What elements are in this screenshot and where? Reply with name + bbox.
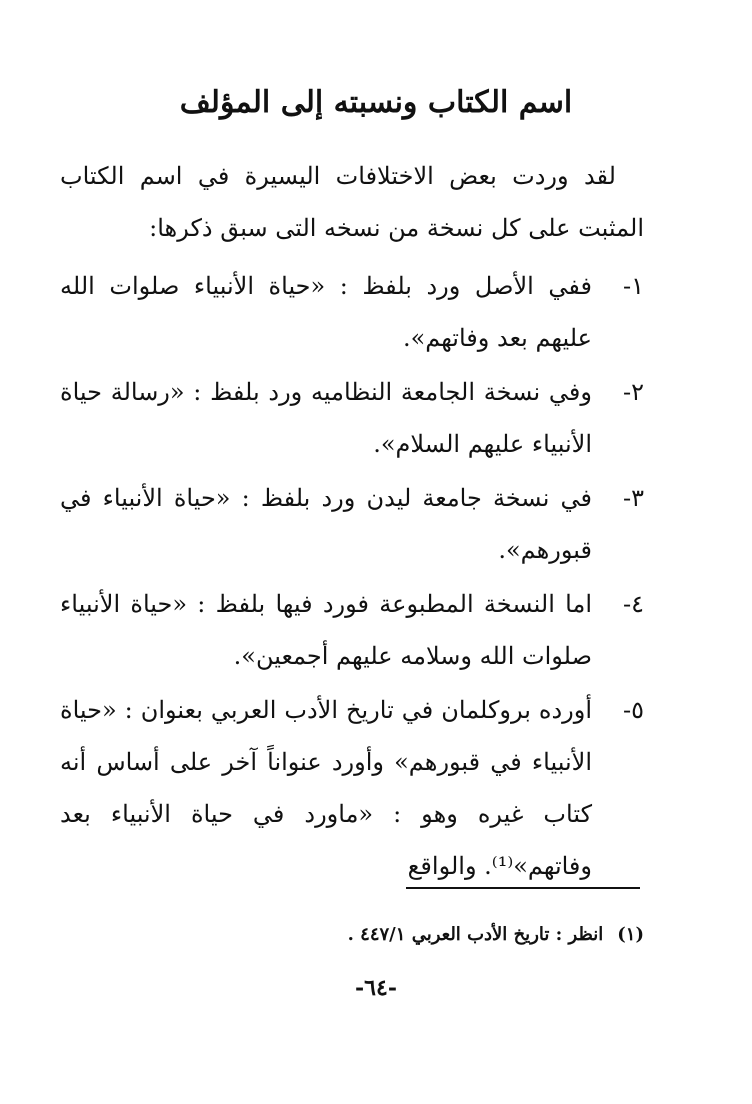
list-item-number: ٣-: [623, 484, 644, 512]
list-item: [60, 260, 644, 364]
list-item-text: ففي الأصل ورد بلفظ : «حياة الأنبياء صلوات الله عليهم بعد وفاتهم».: [60, 272, 592, 352]
page-number: -٦٤-: [355, 975, 397, 1001]
list-item-number: ٥-: [623, 696, 644, 724]
list-item: [60, 472, 644, 576]
list-item-text: وفي نسخة الجامعة النظاميه ورد بلفظ : «رسالة حياة الأنبياء عليهم السلام».: [60, 378, 592, 458]
body-text: [60, 150, 644, 894]
list-item-number: ٤-: [623, 590, 644, 618]
list-item: [60, 366, 644, 470]
list-item-text: أورده بروكلمان في تاريخ الأدب العربي بعنوان : «حياة الأنبياء في قبورهم» وأورد عنواناً آخر على أساس أنه كتاب غيره وهو : «ماورد في حياة الأنبياء بعد وفاتهم»⁽¹⁾. والواقع: [60, 696, 592, 880]
list-item-number: ١-: [623, 272, 644, 300]
footnote-marker: (١): [617, 924, 644, 945]
footnote-text: انظر : تاريخ الأدب العربي ٤٤٧/١ .: [347, 924, 604, 945]
list-item-text: في نسخة جامعة ليدن ورد بلفظ : «حياة الأنبياء في قبورهم».: [60, 484, 592, 564]
list-item: [60, 684, 644, 892]
list-item-number: ٢-: [623, 378, 644, 406]
intro-paragraph: لقد وردت بعض الاختلافات اليسيرة في اسم الكتاب المثبت على كل نسخة من نسخه التى سبق ذكرها:: [60, 162, 644, 242]
footnote-divider: [406, 887, 640, 889]
list-item-text: اما النسخة المطبوعة فورد فيها بلفظ : «حياة الأنبياء صلوات الله وسلامه عليهم أجمعين».: [60, 590, 592, 670]
footnote: [60, 915, 644, 955]
list-item: [60, 578, 644, 682]
page-title: اسم الكتاب ونسبته إلى المؤلف: [179, 85, 573, 120]
